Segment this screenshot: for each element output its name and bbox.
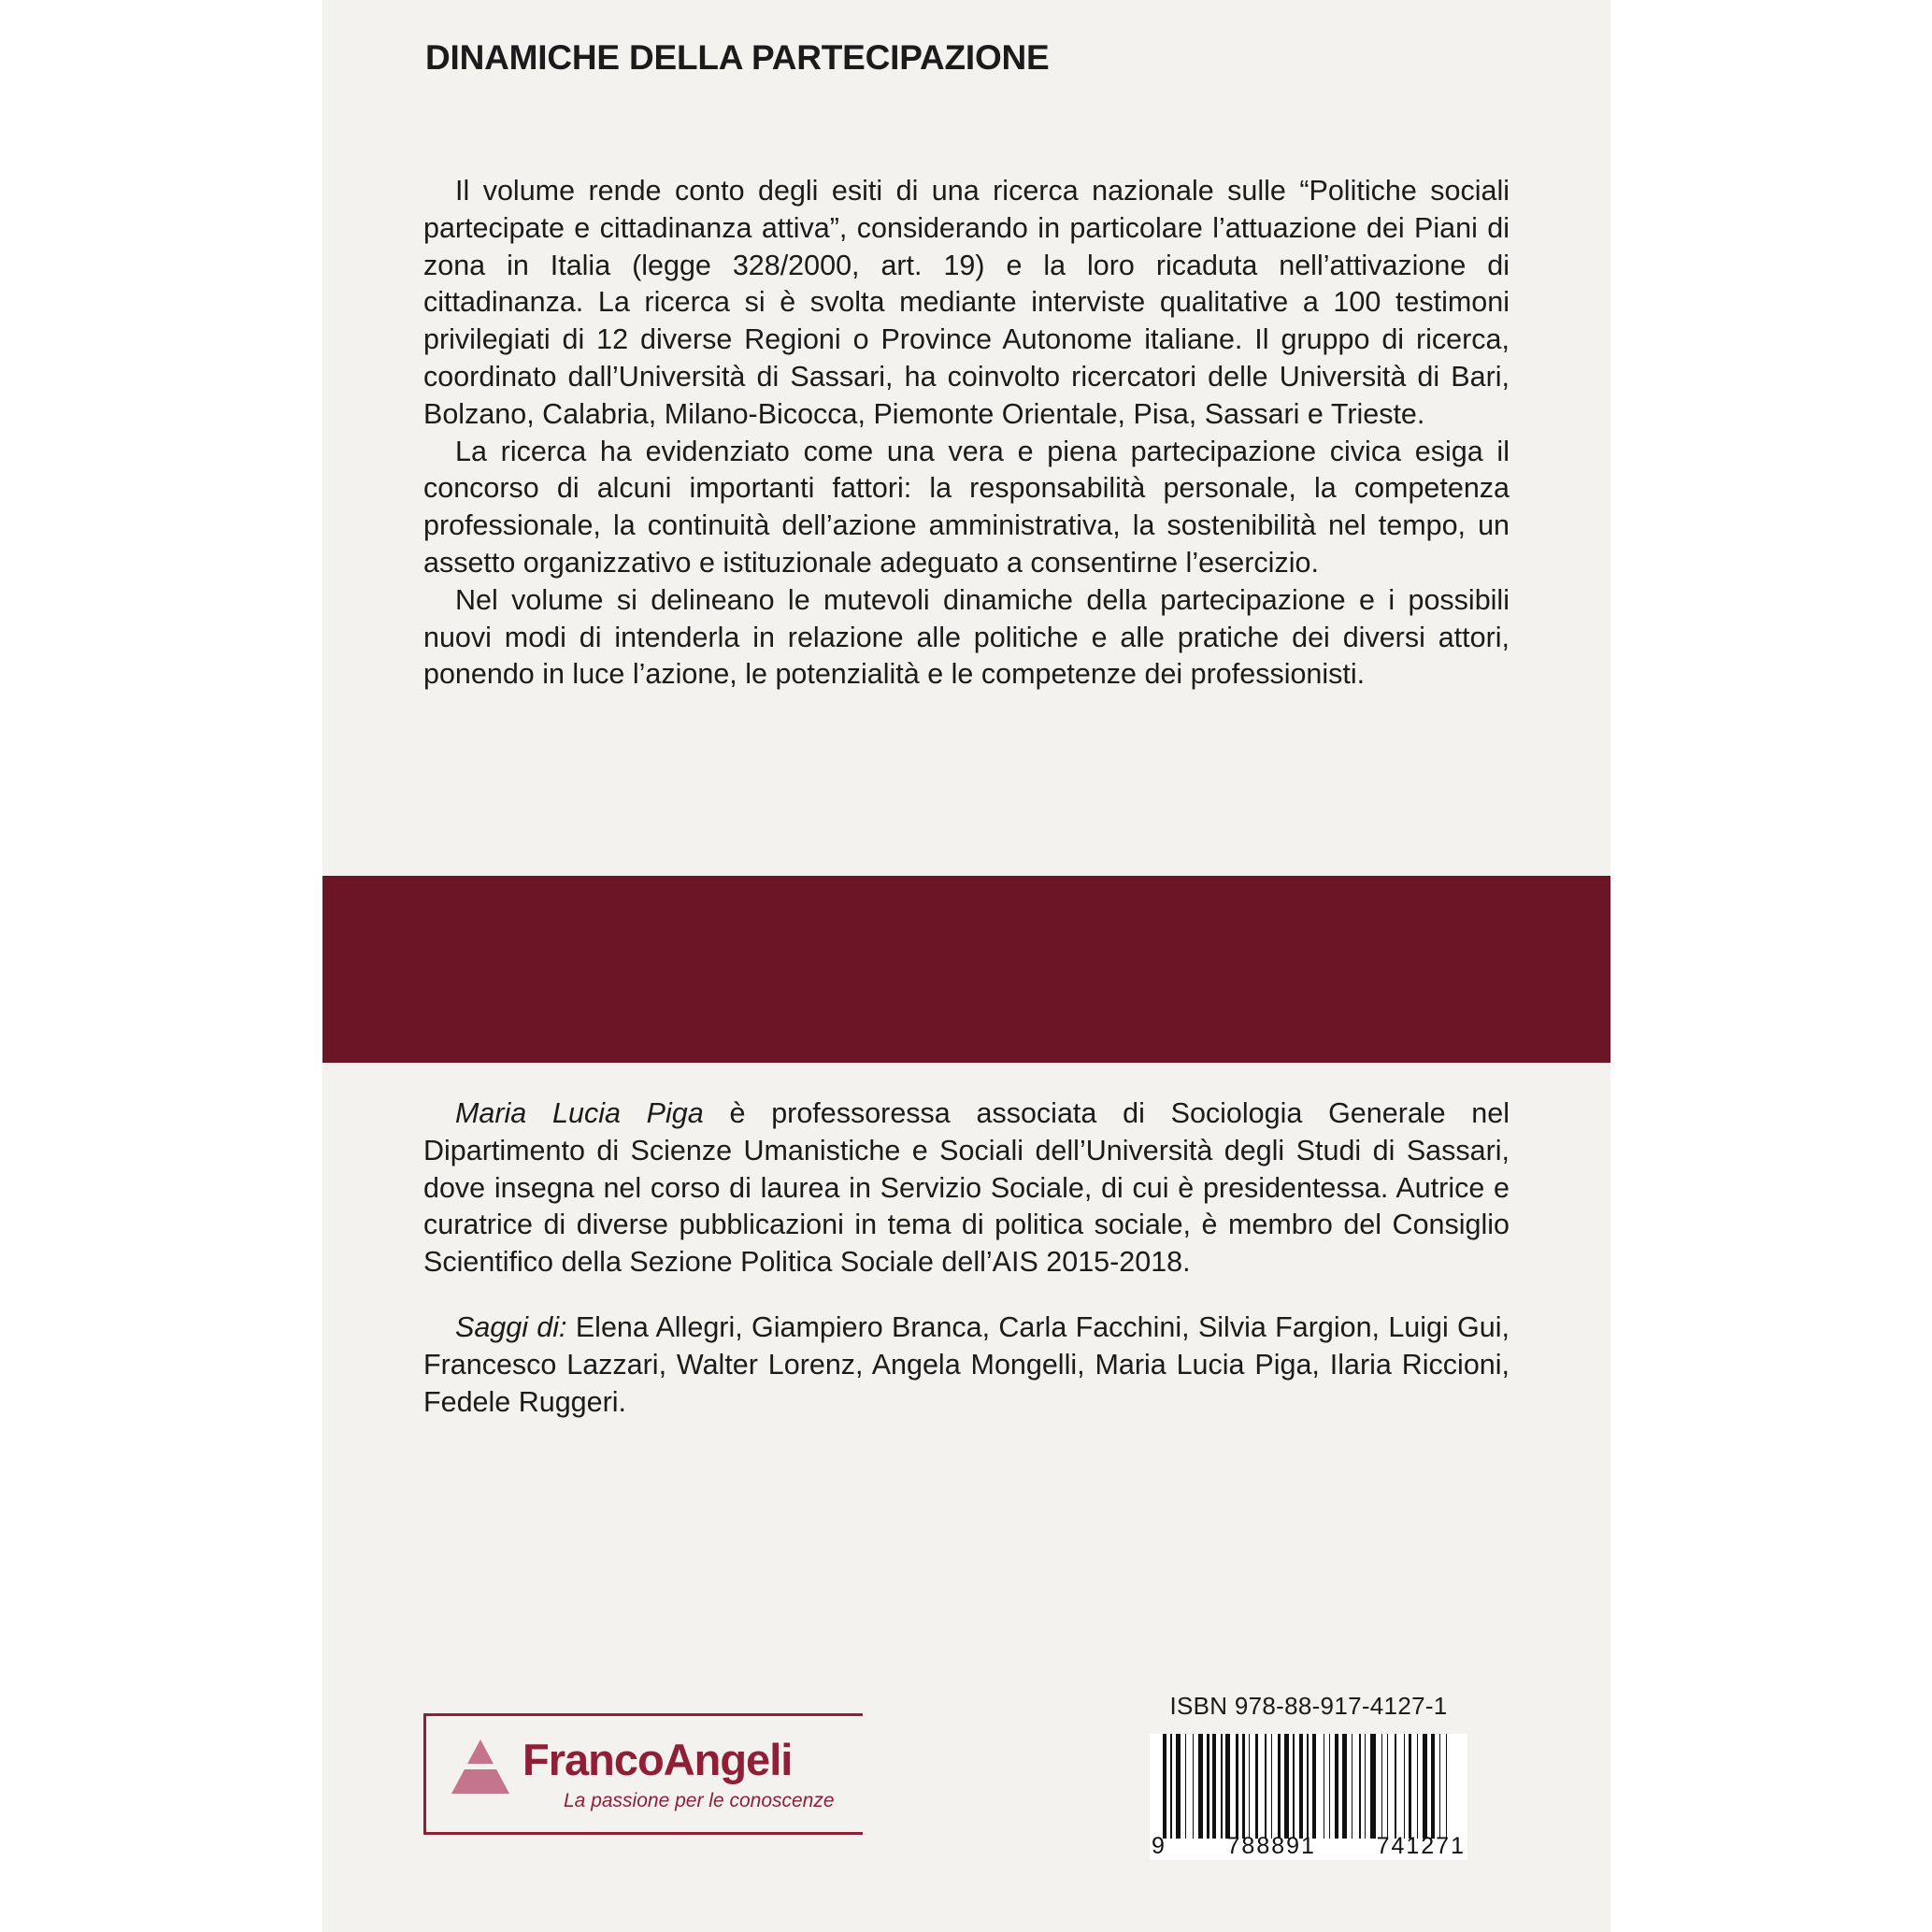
color-band: [322, 876, 1610, 1063]
isbn-block: [1108, 1692, 1510, 1860]
contributors-label: Saggi di:: [455, 1310, 567, 1343]
blurb-paragraph-2: La ricerca ha evidenziato come una vera e piena partecipazione civica esiga il concorso di alcuni importanti fattori: la responsabilità personale, la competenza professionale, la continuità dell’azione amministrativa, la sostenibilità nel tempo, un assetto organizzativo e istituzionale adeguato a consentirne l’esercizio.: [423, 435, 1510, 579]
logo-rule-top: [423, 1713, 863, 1716]
page-title: DINAMICHE DELLA PARTECIPAZIONE: [425, 38, 1050, 77]
triangle-logo-icon: [444, 1730, 517, 1803]
barcode-left-digit: 9: [1152, 1833, 1166, 1859]
author-bio-paragraph: [423, 1095, 1510, 1281]
blurb-text: [423, 173, 1510, 694]
isbn-label: ISBN 978-88-917-4127-1: [1169, 1692, 1448, 1720]
author-bio-section: [423, 1095, 1510, 1421]
publisher-tagline: La passione per le conoscenze: [564, 1790, 835, 1811]
barcode-group-1: 788891: [1226, 1833, 1316, 1859]
logo-rule-bottom: [423, 1832, 863, 1835]
logo-rule-left: [423, 1713, 426, 1835]
cover-panel: [322, 0, 1610, 1932]
barcode-image: [1150, 1734, 1467, 1860]
contributors-text: Elena Allegri, Giampiero Branca, Carla Facchini, Silvia Fargion, Luigi Gui, Francesco Lazzari, Walter Lorenz, Angela Mongelli, Maria Lucia Piga, Ilaria Riccioni, Fedele Ruggeri.: [423, 1310, 1510, 1418]
barcode-bars: [1163, 1734, 1454, 1839]
author-bio-text: è professoressa associata di Sociologia Generale nel Dipartimento di Scienze Umanistiche e Sociali dell’Università degli Studi di Sassari, dove insegna nel corso di laurea in Servizio Sociale, di cui è presidentessa. Autrice e curatrice di diverse pubblicazioni in tema di politica sociale, è membro del Consiglio Scientifico della Sezione Politica Sociale dell’AIS 2015-2018.: [423, 1097, 1510, 1279]
triangle-crossbar: [465, 1764, 496, 1769]
author-name: Maria Lucia Piga: [455, 1097, 704, 1129]
blurb-paragraph-3: Nel volume si delineano le mutevoli dinamiche della partecipazione e i possibili nuovi modi di intenderla in relazione alle politiche e alle pratiche dei diversi attori, ponendo in luce l’azione, le potenzialità e le competenze dei professionisti.: [423, 583, 1510, 691]
publisher-name: FrancoAngeli: [522, 1735, 793, 1784]
blurb-paragraph-1: Il volume rende conto degli esiti di una ricerca nazionale sulle “Politiche sociali partecipate e cittadinanza attiva”, considerando in particolare l’attuazione dei Piani di zona in Italia (legge 328/2000, art. 19) e la loro ricaduta nell’attivazione di cittadinanza. La ricerca si è svolta mediante interviste qualitative a 100 testimoni privilegiati di 12 diverse Regioni o Province Autonome italiane. Il gruppo di ricerca, coordinato dall’Università di Sassari, ha coinvolto ricercatori delle Università di Bari, Bolzano, Calabria, Milano-Bicocca, Piemonte Orientale, Pisa, Sassari e Trieste.: [423, 175, 1510, 430]
barcode-digits: [1150, 1833, 1467, 1860]
publisher-logo: [423, 1713, 863, 1835]
contributors-paragraph: [423, 1309, 1510, 1421]
barcode-group-2: 741271: [1376, 1833, 1466, 1859]
